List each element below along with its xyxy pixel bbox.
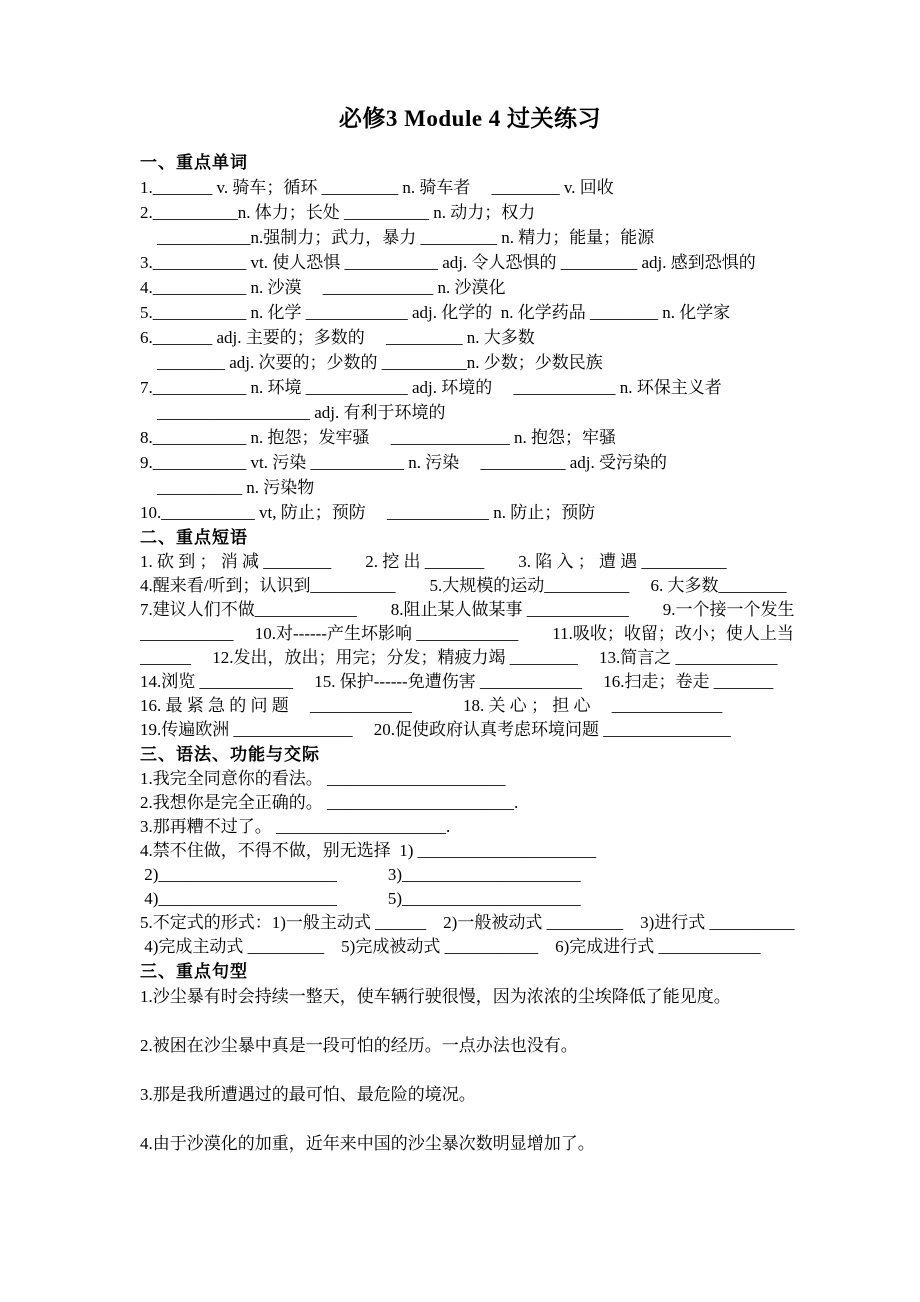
worksheet-line: 4)完成主动式 _________ 5)完成被动式 ___________ 6)完成进行式 ____________ [140,937,761,956]
worksheet-line: 3.那是我所遭遇过的最可怕、最危险的境况。 [140,1085,476,1104]
worksheet-line: __________ n. 污染物 [140,478,315,497]
worksheet-line: 2)_____________________ 3)_____________________ [140,865,581,884]
worksheet-line: 5.不定式的形式：1)一般主动式 ______ 2)一般被动式 _________ 3)进行式 __________ [140,913,795,932]
document-title: 必修3 Module 4 过关练习 [338,106,602,131]
worksheet-line: 2.我想你是完全正确的。 ______________________. [140,793,519,812]
worksheet-line: 3.那再糟不过了。 ____________________. [140,817,451,836]
worksheet-line: 5.___________ n. 化学 ____________ adj. 化学的 n. 化学药品 ________ n. 化学家 [140,303,731,322]
worksheet-line: ________ adj. 次要的；少数的 __________n. 少数；少数民族 [140,353,603,372]
worksheet-line: 10.___________ vt, 防止；预防 ____________ n. 防止；预防 [140,503,596,522]
worksheet-line: 9.___________ vt. 污染 ___________ n. 污染 __________ adj. 受污染的 [140,453,667,472]
section-key-phrases [140,525,800,742]
worksheet-line: 4)_____________________ 5)_____________________ [140,889,581,908]
worksheet-line: ______ 12.发出，放出；用完；分发；精疲力竭 ________ 13.简言之 ____________ [140,648,778,667]
section-key-words [140,150,800,525]
section-heading-key-sentences: 三、重点句型 [140,962,248,981]
worksheet-line: 1. 砍 到 ； 消 减 ________ 2. 挖 出 _______ 3. 陷 入 ； 遭 遇 __________ [140,552,727,571]
worksheet-line: 4.由于沙漠化的加重，近年来中国的沙尘暴次数明显增加了。 [140,1134,595,1153]
section-heading-grammar-function: 三、语法、功能与交际 [140,745,320,764]
worksheet-line: 2.__________n. 体力；长处 __________ n. 动力；权力 [140,203,536,222]
section-heading-key-phrases: 二、重点短语 [140,528,248,547]
key-words-lines [140,175,800,525]
worksheet-line: 16. 最 紧 急 的 问 题 ____________ 18. 关 心 ； 担 心 _____________ [140,696,723,715]
section-grammar-function [140,742,800,959]
worksheet-line: ___________n.强制力；武力，暴力 _________ n. 精力；能量；能源 [140,228,655,247]
worksheet-line: 4.醒来看/听到；认识到__________ 5.大规模的运动__________ 6. 大多数________ [140,576,787,595]
key-sentences-lines [140,984,800,1156]
worksheet-line: 7.___________ n. 环境 ____________ adj. 环境的 ____________ n. 环保主义者 [140,378,722,397]
worksheet-line: 1._______ v. 骑车；循环 _________ n. 骑车者 ________ v. 回收 [140,178,614,197]
worksheet-line: __________________ adj. 有利于环境的 [140,403,446,422]
worksheet-line: 19.传遍欧洲 ______________ 20.促使政府认真考虑环境问题 _______________ [140,720,731,739]
worksheet-line: 1.沙尘暴有时会持续一整天，使车辆行驶很慢，因为浓浓的尘埃降低了能见度。 [140,987,731,1006]
worksheet-line: 6._______ adj. 主要的；多数的 _________ n. 大多数 [140,328,535,347]
grammar-function-lines [140,767,800,959]
section-heading-key-words: 一、重点单词 [140,153,248,172]
key-phrases-lines [140,550,800,742]
worksheet-line: ___________ 10.对------产生坏影响 ____________ 11.吸收；收留；改小；使人上当 [140,624,794,643]
worksheet-line: 4.___________ n. 沙漠 _____________ n. 沙漠化 [140,278,506,297]
worksheet-line: 1.我完全同意你的看法。 _____________________ [140,769,506,788]
worksheet-line: 14.浏览 ___________ 15. 保护------免遭伤害 ____________ 16.扫走；卷走 _______ [140,672,774,691]
worksheet-line: 7.建议人们不做____________ 8.阻止某人做某事 ____________ 9.一个接一个发生 [140,600,795,619]
section-key-sentences [140,959,800,1156]
worksheet-line: 4.禁不住做，不得不做，别无选择 1) _____________________ [140,841,597,860]
worksheet-line: 8.___________ n. 抱怨；发牢骚 ______________ n. 抱怨；牢骚 [140,428,616,447]
worksheet-line: 3.___________ vt. 使人恐惧 ___________ adj. 令人恐惧的 _________ adj. 感到恐惧的 [140,253,756,272]
worksheet-line: 2.被困在沙尘暴中真是一段可怕的经历。一点办法也没有。 [140,1036,578,1055]
